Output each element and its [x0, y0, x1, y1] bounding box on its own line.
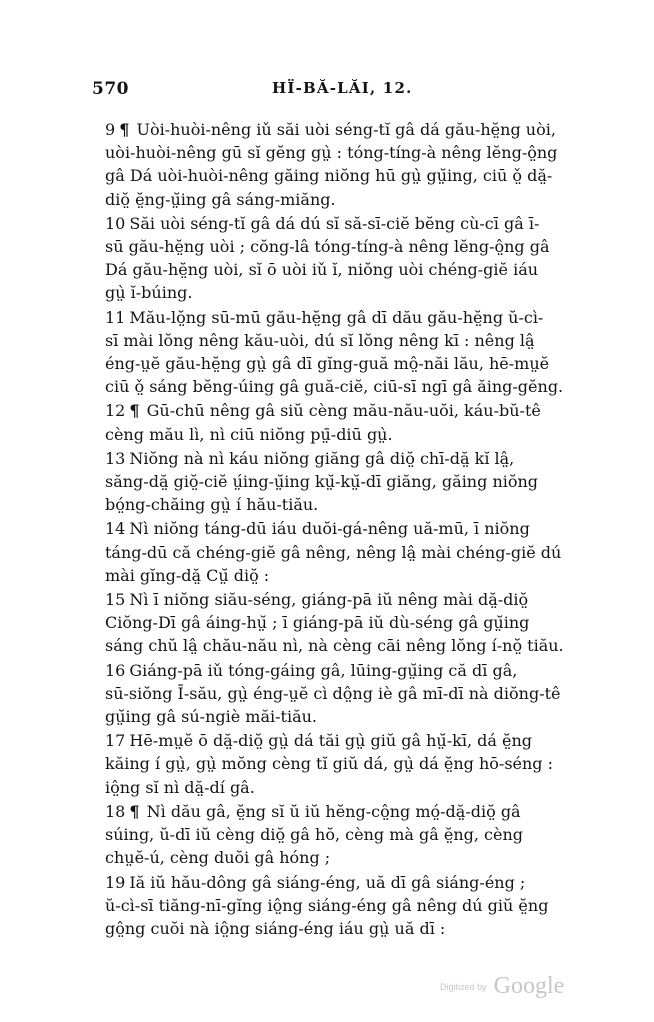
verse-line — [105, 375, 585, 398]
verse-first-line — [105, 659, 585, 682]
verse-line — [105, 846, 585, 869]
verse-first-line — [105, 800, 585, 823]
verse-text: Nì dău gâ, ĕ̤ng sĭ ŭ iŭ hĕng-cô̤ng mó̤-dă̤-diŏ̤ gâ — [146, 801, 521, 821]
verse-line — [105, 188, 585, 211]
verse-line — [105, 258, 585, 281]
verse-line — [105, 235, 585, 258]
verse-line — [105, 705, 585, 728]
verse-text: Niŏng nà nì káu niŏng giăng gâ diŏ̤ chī-dă̤ kĭ lâ̤, — [129, 448, 515, 468]
page-header — [92, 79, 566, 105]
google-logo: Google — [493, 973, 565, 999]
verse-first-line — [105, 871, 585, 894]
verse-text: Mău-lŏ̤ng sū-mū gău-hĕ̤ng gâ dī dău gău-hĕ̤ng ŭ-cì- — [129, 307, 544, 327]
verse-text: Giáng-pā iǔ tóng-gáing gâ, lūing-gṳ̆ing că dī gâ, — [129, 660, 518, 680]
verse-line — [105, 634, 585, 657]
verse-line — [105, 611, 585, 634]
verse-number: 18 — [105, 801, 126, 821]
verse-line — [105, 329, 585, 352]
verse-text: sáng chŭ lâ̤ chău-nău nì, nà cèng cāi nêng lŏng í-nŏ̤ tiău. — [105, 636, 564, 656]
verse-text: diŏ̤ ĕ̤ng-ṳ̆ing gâ sáng-miăng. — [105, 189, 336, 209]
verse-text: gṳ̀ ĭ-búing. — [105, 283, 193, 303]
verse-first-line — [105, 306, 585, 329]
verse-line — [105, 423, 585, 446]
verse-line — [105, 823, 585, 846]
digitized-by-watermark — [440, 973, 600, 1003]
verse-text: táng-dū că chéng-giĕ gâ nêng, nêng lâ̤ mài chéng-giĕ dú — [105, 542, 562, 562]
verse-number: 12 — [105, 401, 126, 421]
verse-first-line — [105, 517, 585, 540]
verse-text: Uòi-huòi-nêng iǔ săi uòi séng-tĭ gâ dá gău-hĕ̤ng uòi, — [136, 120, 556, 139]
verse-first-line — [105, 588, 585, 611]
verse-line — [105, 917, 585, 940]
paragraph-mark: ¶ — [129, 401, 140, 421]
verse-text: éng-ṳĕ gău-hĕ̤ng gṳ̀ gâ dī gĭng-guă mô̤-năi lău, hē-mṳĕ — [105, 354, 550, 374]
verse-text: Ciŏng-Dī gâ áing-hṳ̆ ; ī giáng-pā iŭ dù-séng gâ gṳ̆ing — [105, 613, 530, 633]
body-text — [105, 118, 585, 941]
verse-text: Nì niŏng táng-dū iáu duŏi-gá-nêng uă-mū, ī niŏng — [129, 519, 530, 539]
verse-number: 10 — [105, 213, 126, 233]
verse-number: 16 — [105, 660, 126, 680]
verse-line — [105, 281, 585, 304]
verse-line — [105, 493, 585, 516]
verse-text: cèng mău lì, nì ciū niŏng pṳ̄-diū gṳ̀. — [105, 424, 393, 444]
verse-text: Dá gău-hĕ̤ng uòi, sĭ ō uòi iǔ ĭ, niŏng uòi chéng-giĕ iáu — [105, 260, 539, 280]
verse-text: bó̤ng-chăing gṳ̀ í hău-tiău. — [105, 495, 319, 515]
verse-text: săng-dă̤ giŏ̤-ciĕ ṳ́ing-ṳ̆ing kṳ̆-kṳ̆-dī giăng, găing niŏng — [105, 472, 539, 492]
verse — [105, 588, 585, 658]
verse-line — [105, 541, 585, 564]
verse — [105, 118, 585, 211]
verse-text: súing, ŭ-dī iŭ cèng diŏ̤ gâ hŏ, cèng mà gâ ĕ̤ng, cèng — [105, 825, 524, 845]
verse-line — [105, 564, 585, 587]
verse-text: mài gĭng-dă̤ Cṳ̆ diŏ̤ : — [105, 565, 270, 585]
verse-number: 15 — [105, 590, 126, 610]
verse — [105, 306, 585, 399]
verse-text: ciū ǒ̤ sáng bĕng-úing gâ guă-ciĕ, ciū-sī ngī gâ ăing-gĕng. — [105, 377, 564, 397]
verse-line — [105, 141, 585, 164]
paragraph-mark: ¶ — [129, 801, 140, 821]
paragraph-mark: ¶ — [119, 120, 130, 139]
verse-text: iô̤ng sĭ nì dă̤-dí gâ. — [105, 777, 255, 797]
verse — [105, 399, 585, 445]
verse-line — [105, 776, 585, 799]
verse-number: 11 — [105, 307, 126, 327]
verse-number: 19 — [105, 872, 126, 892]
verse-line — [105, 752, 585, 775]
verse-number: 9 — [105, 120, 116, 139]
running-title: HÏ-BĂ-LĂI, 12. — [272, 79, 413, 97]
verse-text: ŭ-cì-sī tiăng-nī-gĭng iô̤ng siáng-éng gâ nêng dú giŭ ĕ̤ng — [105, 895, 549, 915]
verse-number: 17 — [105, 731, 126, 751]
verse-number: 14 — [105, 519, 126, 539]
verse-text: Nì ī niŏng siău-séng, giáng-pā iŭ nêng mài dă̤-diŏ̤ — [129, 590, 529, 610]
verse-text: gâ Dá uòi-huòi-nêng găing niŏng hū gṳ̀ gṳ̆ing, ciū ǒ̤ dă̤- — [105, 166, 553, 186]
verse-text: Gū-chū nêng gâ siŭ cèng mău-nău-uŏi, káu-bŭ-tê — [146, 401, 541, 421]
verse — [105, 212, 585, 305]
verse — [105, 729, 585, 799]
verse-text: sū-siŏng Ī-său, gṳ̀ éng-ṳĕ cì dô̤ng iè gâ mī-dī nà diŏng-tê — [105, 683, 561, 703]
verse-text: gṳ̆ing gâ sú-ngiè măi-tiău. — [105, 707, 318, 727]
verse-text: sū gău-hĕ̤ng uòi ; cŏng-lâ tóng-tíng-à nêng lĕng-ô̤ng gâ — [105, 237, 550, 257]
verse-first-line — [105, 399, 585, 422]
verse-text: Iă iŭ hău-dông gâ siáng-éng, uă dī gâ siáng-éng ; — [129, 872, 526, 892]
verse — [105, 659, 585, 729]
verse-text: gô̤ng cuŏi nà iô̤ng siáng-éng iáu gṳ̀ uă dī : — [105, 918, 446, 938]
verse-first-line — [105, 118, 585, 141]
verse-line — [105, 164, 585, 187]
verse-text: Săi uòi séng-tĭ gâ dá dú sĭ să-sī-ciĕ bĕng cù-cī gâ ī- — [129, 213, 540, 233]
verse-number: 13 — [105, 448, 126, 468]
verse-line — [105, 894, 585, 917]
verse-line — [105, 352, 585, 375]
verse-text: chṳĕ-ú, cèng duŏi gâ hóng ; — [105, 848, 331, 868]
verse-text: kăing í gṳ̀, gṳ̀ mŏng cèng tĭ giŭ dá, gṳ̀ dá ĕ̤ng hō-séng : — [105, 754, 554, 774]
verse-first-line — [105, 729, 585, 752]
verse-text: Hē-mṳĕ ō dă̤-diŏ̤ gṳ̀ dá tăi gṳ̀ giŭ gâ hṳ̆-kī, dá ĕ̤ng — [129, 731, 533, 751]
verse-first-line — [105, 447, 585, 470]
verse-text: sī mài lŏng nêng kău-uòi, dú sĭ lŏng nêng kī : nêng lâ̤ — [105, 330, 535, 350]
verse-first-line — [105, 212, 585, 235]
verse — [105, 800, 585, 870]
verse-line — [105, 682, 585, 705]
verse — [105, 447, 585, 517]
verse-line — [105, 470, 585, 493]
page-number: 570 — [92, 79, 129, 99]
verse — [105, 871, 585, 941]
verse-text: uòi-huòi-nêng gū sĭ gĕng gṳ̀ : tóng-tíng-à nêng lĕng-ô̤ng — [105, 143, 558, 163]
watermark-prefix: Digitized by — [440, 982, 487, 992]
verse — [105, 517, 585, 587]
